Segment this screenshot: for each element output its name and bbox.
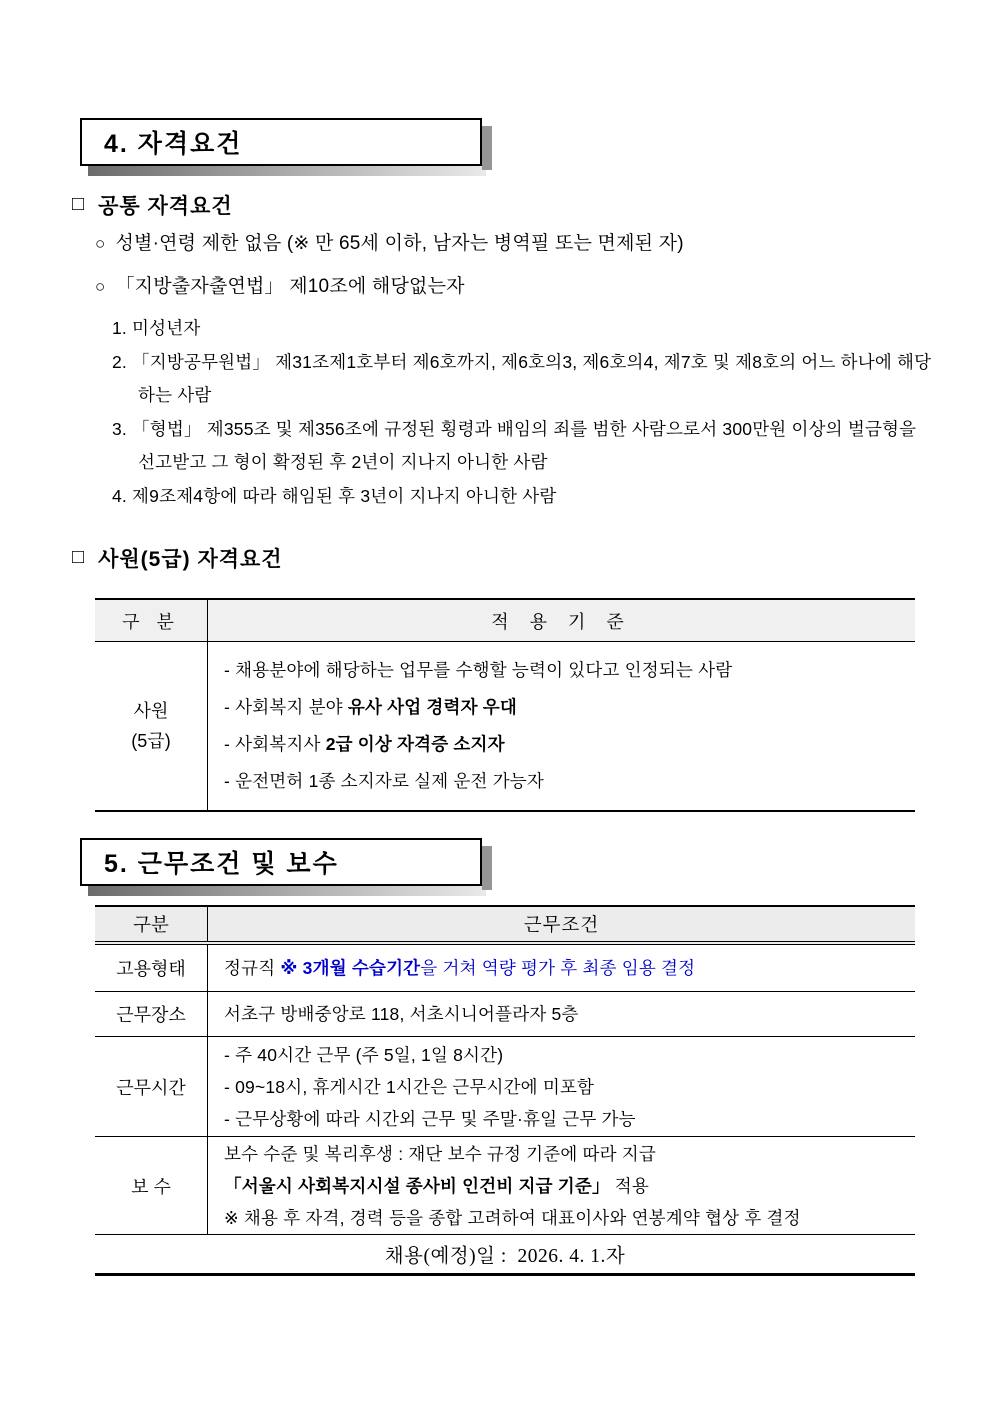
- list-item: 4. 제9조제4항에 따라 해임된 후 3년이 지나지 아니한 사람: [112, 486, 557, 506]
- qualifications-table-row: [95, 642, 915, 810]
- circle-bullet-icon: ○: [95, 277, 106, 296]
- box-shadow-right: [482, 126, 492, 170]
- pay-text: 적용: [609, 1175, 649, 1196]
- common-qualifications-bullets: [95, 230, 955, 316]
- qualifications-table-header-row: [95, 600, 915, 642]
- row-hire-date: [95, 1235, 915, 1273]
- working-conditions-table: [95, 905, 915, 1276]
- column-header-category: 구분: [95, 907, 208, 941]
- criteria-text: - 사회복지사: [224, 734, 326, 754]
- pay-line: 보수 수준 및 복리후생 : 재단 보수 규정 기준에 따라 지급: [224, 1143, 656, 1164]
- work-location-line: 서초구 방배중앙로 118, 서초시니어플라자 5층: [224, 1004, 579, 1024]
- working-conditions-header-row: [95, 907, 915, 945]
- work-hours-line: - 09~18시, 휴게시간 1시간은 근무시간에 미포함: [224, 1076, 595, 1097]
- row-label-line2: (5급): [131, 731, 171, 751]
- bullet-text: 「지방출자출연법」 제10조에 해당없는자: [115, 276, 465, 297]
- list-item: 2. 「지방공무원법」 제31조제1호부터 제6호까지, 제6호의3, 제6호의4, 제7호 및 제8호의 어느 하나에 해당하는 사람: [112, 352, 932, 405]
- bullet-text: 성별·연령 제한 없음 (※ 만 65세 이하, 남자는 병역필 또는 면제된 자): [115, 233, 684, 254]
- row-label-employment-type: 고용형태: [95, 945, 208, 991]
- common-qualifications-heading: [72, 190, 233, 220]
- row-pay: [95, 1137, 915, 1235]
- employment-text-highlight: ※ 3개월 수습기간: [280, 958, 421, 978]
- work-hours-line: - 근무상황에 따라 시간외 근무 및 주말·휴일 근무 가능: [224, 1108, 636, 1129]
- criteria-line: [224, 763, 899, 800]
- work-hours-cell: [208, 1037, 915, 1136]
- column-header-criteria: 적 용 기 준: [491, 611, 632, 632]
- square-bullet-icon: □: [72, 192, 86, 215]
- employment-text-blue: 을 거쳐 역량 평가 후 최종 임용 결정: [420, 958, 696, 978]
- box-shadow-bottom: [88, 886, 486, 896]
- criteria-text-bold: 유사 사업 경력자 우대: [347, 697, 517, 717]
- common-qualifications-heading-label: 공통 자격요건: [98, 195, 233, 218]
- work-hours-line: - 주 40시간 근무 (주 5일, 1일 8시간): [224, 1044, 504, 1065]
- criteria-line: [224, 689, 899, 726]
- criteria-text: - 사회복지 분야: [224, 697, 348, 717]
- criteria-line: [224, 652, 899, 689]
- qualifications-table: [95, 598, 915, 812]
- pay-cell: [208, 1137, 915, 1234]
- pay-text-bold: 「서울시 사회복지시설 종사비 인건비 지급 기준」: [224, 1175, 610, 1196]
- row-label-work-location: 근무장소: [95, 992, 208, 1036]
- row-label-line1: 사원: [133, 701, 169, 721]
- row-label-work-hours: 근무시간: [95, 1037, 208, 1136]
- pay-line: ※ 채용 후 자격, 경력 등을 종합 고려하여 대표이사와 연봉계약 협상 후 결정: [224, 1207, 801, 1228]
- list-item: 3. 「형법」 제355조 및 제356조에 규정된 횡령과 배임의 죄를 범한 사람으로서 300만원 이상의 벌금형을 선고받고 그 형이 확정된 후 2년이 지나지 아니한 사람: [112, 419, 917, 472]
- row-work-hours: [95, 1037, 915, 1137]
- list-item: 1. 미성년자: [112, 318, 201, 338]
- row-employment-type: [95, 945, 915, 992]
- column-header-category: 구 분: [95, 600, 208, 641]
- section-4-title: 4. 자격요건: [104, 130, 243, 158]
- row-label-staff-grade5: [95, 642, 208, 810]
- bullet-item: [95, 230, 955, 257]
- square-bullet-icon: □: [72, 545, 86, 568]
- row-work-location: [95, 992, 915, 1037]
- bullet-item: [95, 273, 955, 300]
- criteria-line: [224, 726, 899, 763]
- criteria-text: - 채용분야에 해당하는 업무를 수행할 능력이 있다고 인정되는 사람: [224, 660, 733, 680]
- column-header-conditions: 근무조건: [523, 914, 600, 935]
- exclusion-list: [112, 312, 932, 514]
- row-label-pay: 보 수: [95, 1137, 208, 1234]
- qualification-criteria-cell: [208, 642, 915, 810]
- section-4-title-box: [80, 118, 482, 166]
- criteria-text-bold: 2급 이상 자격증 소지자: [325, 734, 505, 754]
- hire-date-text: 채용(예정)일 : 2026. 4. 1.자: [384, 1246, 626, 1267]
- work-location-cell: [208, 992, 915, 1036]
- section-5-title: 5. 근무조건 및 보수: [104, 850, 339, 878]
- pay-line: [224, 1170, 899, 1202]
- box-shadow-bottom: [88, 166, 486, 176]
- section-5-title-box: [80, 838, 482, 886]
- employment-type-line: [224, 952, 899, 984]
- staff-qualifications-heading-label: 사원(5급) 자격요건: [98, 548, 283, 571]
- criteria-text: - 운전면허 1종 소지자로 실제 운전 가능자: [224, 771, 545, 791]
- box-shadow-right: [482, 846, 492, 890]
- employment-type-cell: [208, 945, 915, 991]
- employment-text: 정규직: [224, 958, 281, 978]
- circle-bullet-icon: ○: [95, 234, 106, 253]
- staff-qualifications-heading: [72, 543, 283, 573]
